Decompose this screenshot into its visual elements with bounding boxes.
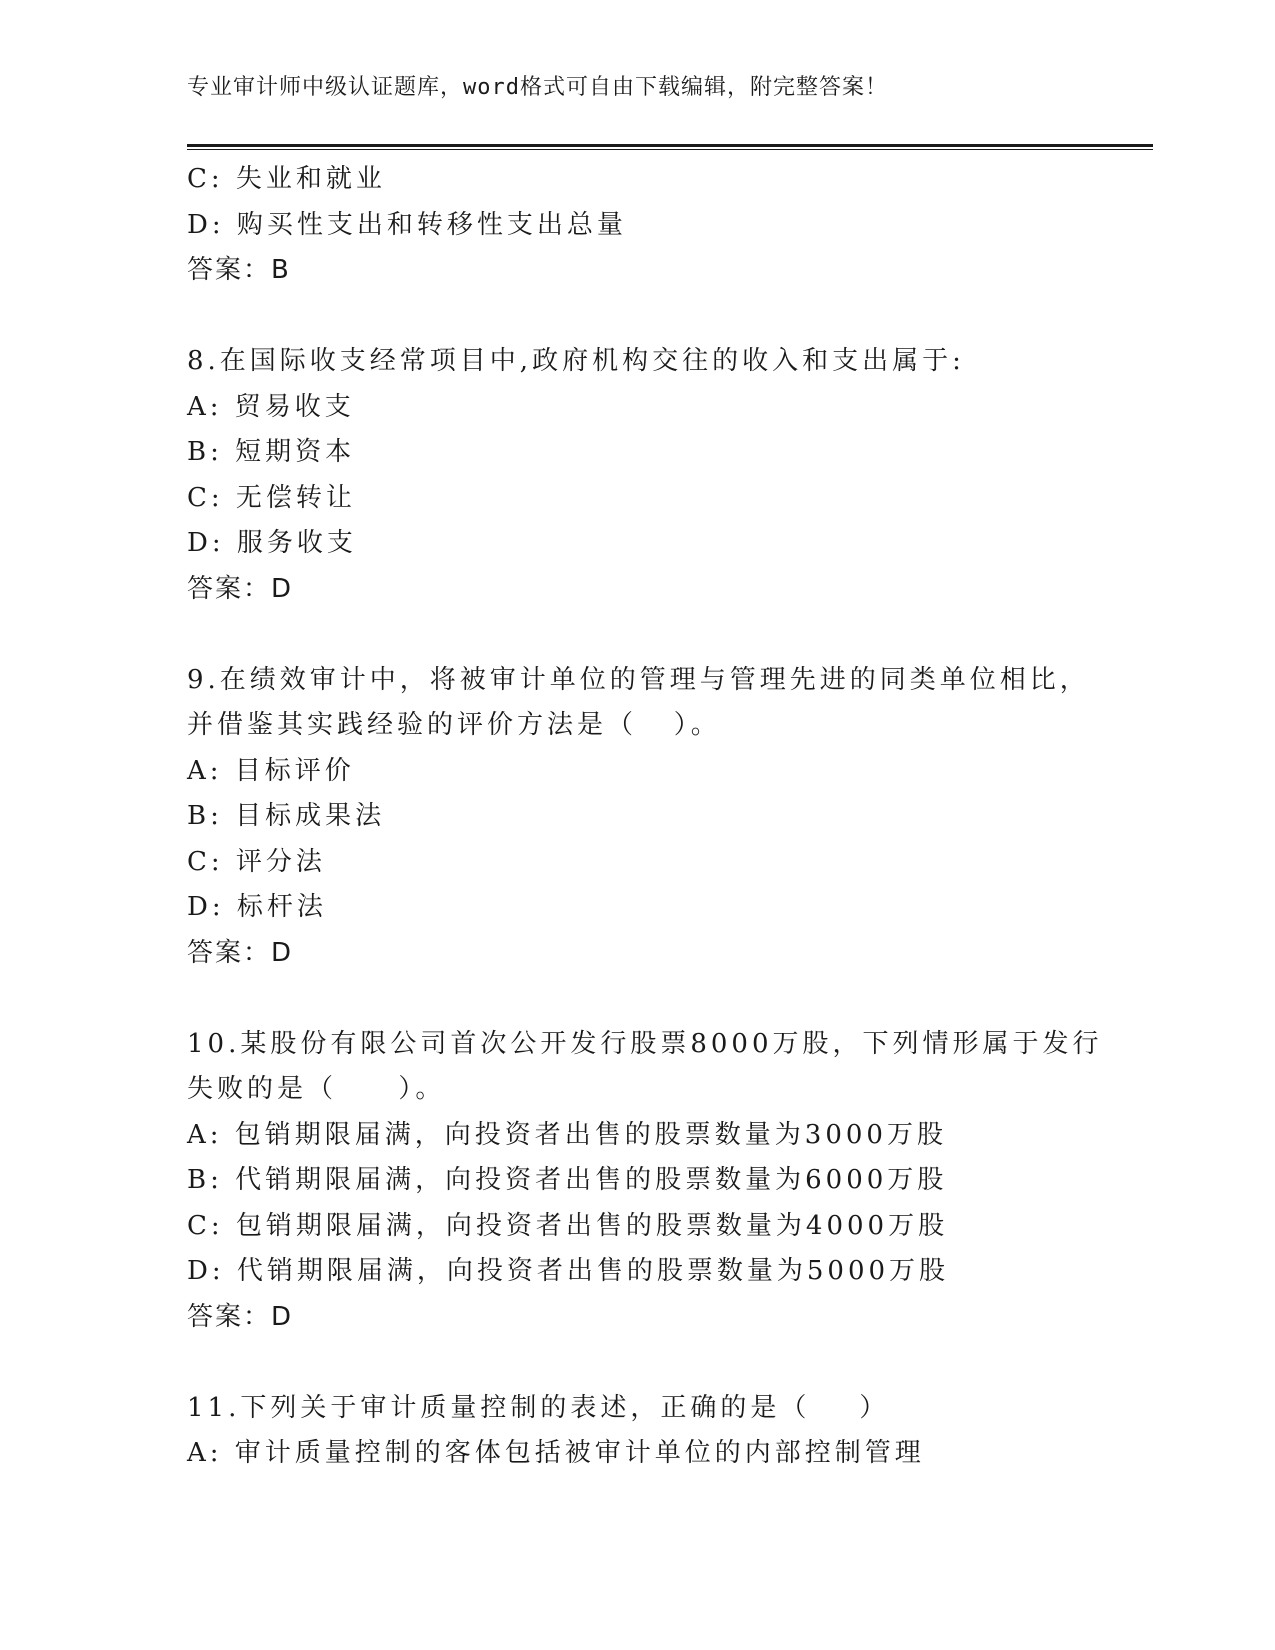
spacer [187,976,1147,1022]
q9-option-c: C: 评分法 [187,846,326,877]
q10-option-d: D: 代销期限届满，向投资者出售的股票数量为5000万股 [187,1256,950,1286]
q9-stem-line2: 并借鉴其实践经验的评价方法是（ ）。 [187,710,721,740]
q10-answer: 答案：D [187,1301,294,1332]
q8-option-d: D: 服务收支 [187,528,357,558]
q11-option-a: A: 审计质量控制的客体包括被审计单位的内部控制管理 [187,1438,925,1468]
spacer [187,294,1147,340]
q9-answer: 答案：D [187,937,294,968]
question-7-tail [187,157,1147,294]
q10-stem-line2: 失败的是（ ）。 [187,1074,446,1104]
q7-option-d: D: 购买性支出和转移性支出总量 [187,209,627,240]
spacer [187,1340,1147,1386]
q7-answer: 答案：B [187,255,291,285]
q10-option-c: C: 包销期限届满，向投资者出售的股票数量为4000万股 [187,1210,949,1241]
question-content [187,157,1147,1477]
spacer [187,612,1147,658]
q10-stem-line1: 10.某股份有限公司首次公开发行股票8000万股，下列情形属于发行 [187,1028,1103,1059]
q9-stem-line1: 9.在绩效审计中，将被审计单位的管理与管理先进的同类单位相比， [187,664,1090,695]
q8-option-b: B: 短期资本 [187,437,356,467]
q9-option-a: A: 目标评价 [187,755,355,786]
q7-option-c: C: 失业和就业 [187,164,386,194]
question-11 [187,1386,1147,1477]
q10-option-a: A: 包销期限届满，向投资者出售的股票数量为3000万股 [187,1119,947,1150]
q8-option-c: C: 无偿转让 [187,482,356,513]
q11-stem: 11.下列关于审计质量控制的表述，正确的是（ ） [187,1392,890,1423]
question-9 [187,658,1147,977]
q8-option-a: A: 贸易收支 [187,391,355,422]
q8-stem: 8.在国际收支经常项目中,政府机构交往的收入和支出属于: [187,346,965,376]
header-divider [187,144,1153,150]
q9-option-b: B: 目标成果法 [187,801,386,831]
q9-option-d: D: 标杆法 [187,892,327,922]
q10-option-b: B: 代销期限届满，向投资者出售的股票数量为6000万股 [187,1165,948,1195]
page-header: 专业审计师中级认证题库，word格式可自由下载编辑，附完整答案！ [187,75,888,100]
question-8 [187,339,1147,612]
q8-answer: 答案：D [187,573,294,604]
question-10 [187,1022,1147,1341]
